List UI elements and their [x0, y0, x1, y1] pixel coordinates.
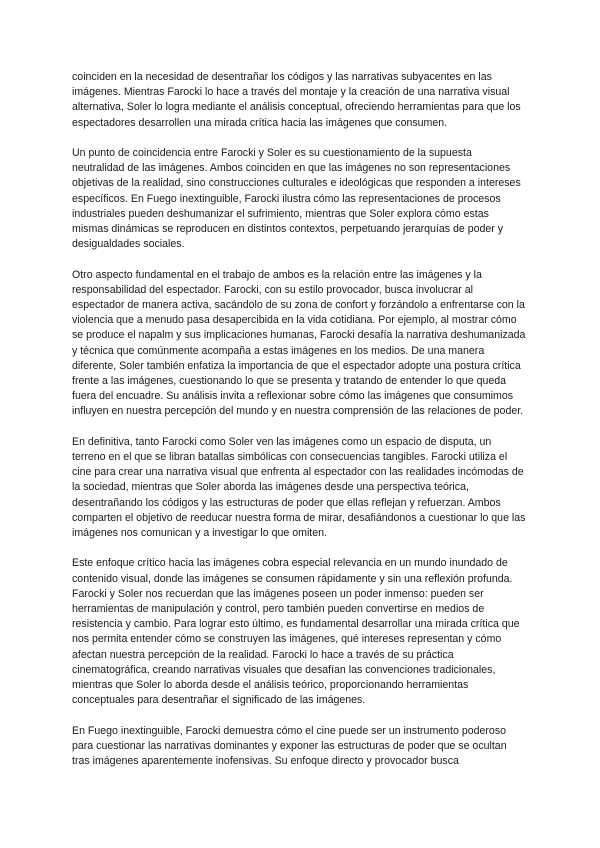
body-text — [72, 70, 526, 784]
paragraph-2: Un punto de coincidencia entre Farocki y Soler es su cuestionamiento de la supuesta neutralidad de las imágenes. Ambos coinciden en que las imágenes no son representaciones objetivas de la realidad, sino construcciones culturales e ideológicas que responden a intereses específicos. En Fuego inextinguible, Farocki ilustra cómo las representaciones de procesos industriales pueden deshumanizar el sufrimiento, mientras que Soler explora cómo estas mismas dinámicas se reproducen en distintos contextos, perpetuando jerarquías de poder y desigualdades sociales. — [72, 147, 521, 251]
paragraph-6: En Fuego inextinguible, Farocki demuestra cómo el cine puede ser un instrumento poderoso para cuestionar las narrativas dominantes y exponer las estructuras de poder que se ocultan tras imágenes aparentemente inofensivas. Su enfoque directo y provocador busca — [72, 724, 507, 768]
paragraph-1: coinciden en la necesidad de desentrañar los códigos y las narrativas subyacentes en las imágenes. Mientras Farocki lo hace a través del montaje y la creación de una narrativa visual alternativa, Soler lo logra mediante el análisis conceptual, ofreciendo herramientas para que los espectadores desarrollen una mirada crítica hacia las imágenes que consumen. — [72, 71, 521, 129]
paragraph-3: Otro aspecto fundamental en el trabajo de ambos es la relación entre las imágenes y la responsabilidad del espectador. Farocki, con su estilo provocador, busca involucrar al espectador de manera activa, sacándolo de su zona de confort y forzándolo a enfrentarse con la violencia que a menudo pasa desapercibida en la vida cotidiana. Por ejemplo, al mostrar cómo se produce el napalm y sus implicaciones humanas, Farocki desafía la narrativa deshumanizada y técnica que comúnmente acompaña a estas imágenes en los medios. De una manera diferente, Soler también enfatiza la importancia de que el espectador adopte una postura crítica frente a las imágenes, cuestionando lo que se presenta y tratando de entender lo que queda fuera del encuadre. Su análisis invita a reflexionar sobre cómo las imágenes que consumimos influyen en nuestra percepción del mundo y en nuestra comprensión de las relaciones de poder. — [72, 268, 526, 418]
paragraph-4: En definitiva, tanto Farocki como Soler ven las imágenes como un espacio de disputa, un terreno en el que se libran batallas simbólicas con consecuencias tangibles. Farocki utiliza el cine para crear una narrativa visual que enfrenta al espectador con las realidades incómodas de la sociedad, mientras que Soler aborda las imágenes desde una perspectiva teórica, desentrañando los códigos y las estructuras de poder que ellas reflejan y refuerzan. Ambos comparten el objetivo de reeducar nuestra forma de mirar, desafiándonos a cuestionar lo que las imágenes nos comunican y a investigar lo que omiten. — [72, 435, 526, 540]
paragraph-5: Este enfoque crítico hacia las imágenes cobra especial relevancia en un mundo inundado de contenido visual, donde las imágenes se consumen rápidamente y sin una reflexión profunda. Farocki y Soler nos recuerdan que las imágenes poseen un poder inmenso: pueden ser herramientas de manipulación y control, pero también pueden convertirse en medios de resistencia y cambio. Para lograr esto último, es fundamental desarrollar una mirada crítica que nos permita entender cómo se construyen las imágenes, qué intereses representan y cómo afectan nuestra percepción de la realidad. Farocki lo hace a través de su práctica cinematográfica, creando narrativas visuales que desafían las convenciones tradicionales, mientras que Soler lo aborda desde el análisis teórico, proporcionando herramientas conceptuales para desentrañar el significado de las imágenes. — [72, 557, 520, 707]
